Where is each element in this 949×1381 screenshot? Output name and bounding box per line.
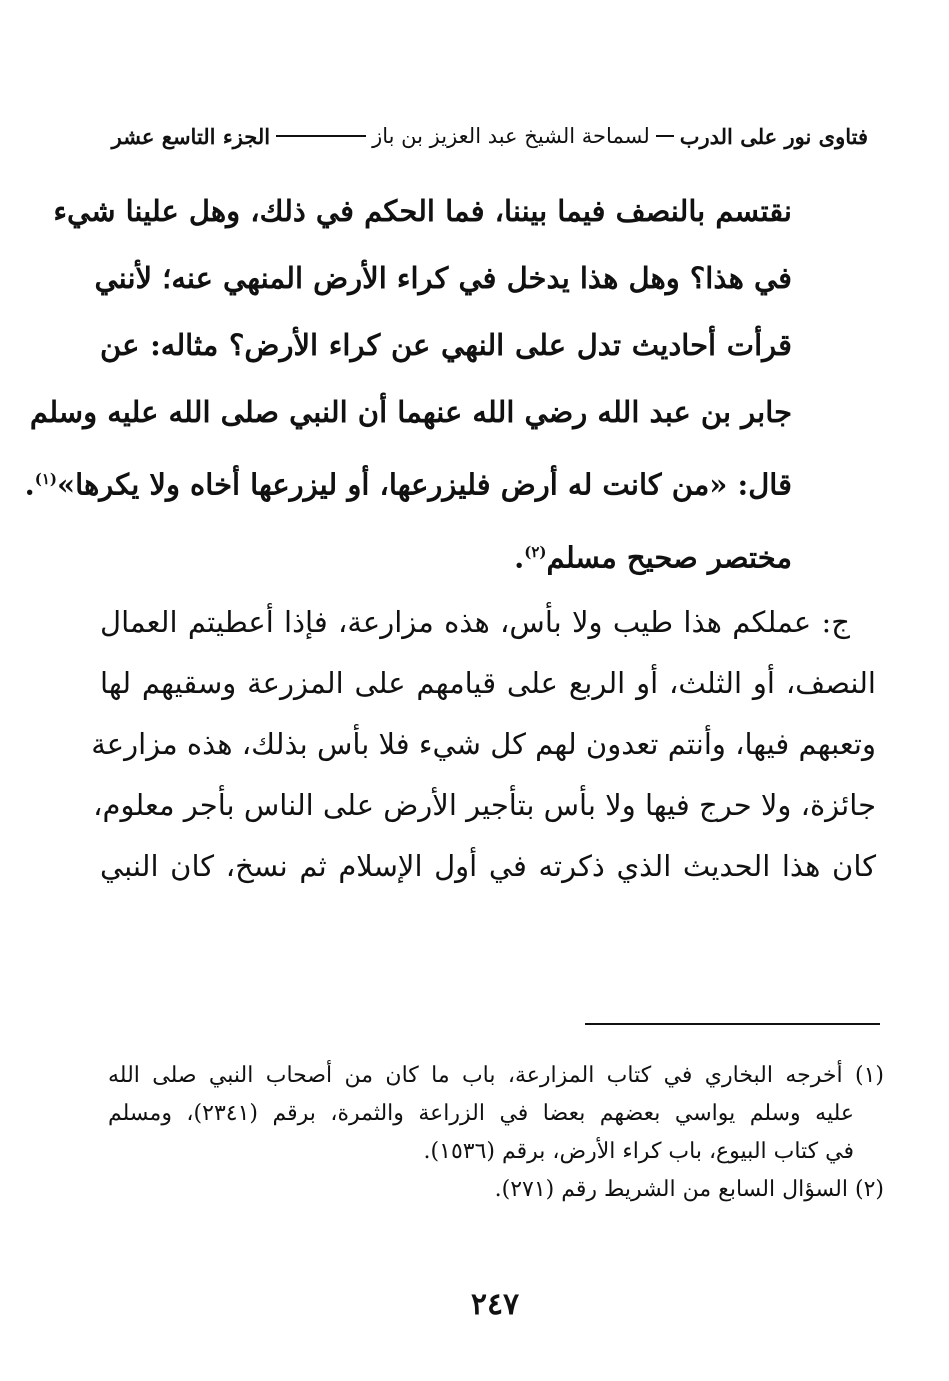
question-line-with-ref <box>24 446 792 519</box>
answer-line: النصف، أو الثلث، أو الربع على قيامهم على المزرعة وسقيهم لها <box>100 666 876 700</box>
question-line-with-ref <box>100 519 792 592</box>
question-line: في هذا؟ وهل هذا يدخل في كراء الأرض المنهي عنه؛ لأنني <box>94 261 792 295</box>
footnotes <box>108 1057 884 1209</box>
question-period: . <box>24 467 35 502</box>
question-text <box>24 178 792 591</box>
running-header <box>108 116 868 156</box>
question-line: قال: «من كانت له أرض فليزرعها، أو ليزرعها أخاه ولا يكرها» <box>56 467 792 502</box>
footnote-line: (١) أخرجه البخاري في كتاب المزارعة، باب ما كان من أصحاب النبي صلى الله <box>108 1063 884 1088</box>
footnote-separator <box>585 1023 880 1025</box>
question-line: مختصر صحيح مسلم <box>546 540 792 575</box>
header-dash <box>656 135 674 137</box>
page-number: ٢٤٧ <box>470 1287 520 1322</box>
footnote-line: في كتاب البيوع، باب كراء الأرض، برقم (١٥٣٦). <box>423 1139 854 1164</box>
answer-line: وتعبهم فيها، وأنتم تعدون لهم كل شيء فلا بأس بذلك، هذه مزارعة <box>91 727 876 761</box>
footnote-line: (٢) السؤال السابع من الشريط رقم (٢٧١). <box>494 1177 884 1202</box>
header-author: لسماحة الشيخ عبد العزيز بن باز <box>372 124 650 148</box>
header-book-title: فتاوى نور على الدرب <box>679 123 868 149</box>
question-line: نقتسم بالنصف فيما بيننا، فما الحكم في ذلك، وهل علينا شيء <box>53 194 792 228</box>
answer-line: جائزة، ولا حرج فيها ولا بأس بتأجير الأرض على الناس بأجر معلوم، <box>93 788 876 822</box>
question-line: قرأت أحاديث تدل على النهي عن كراء الأرض؟ مثاله: عن <box>100 328 792 362</box>
answer-line: كان هذا الحديث الذي ذكرته في أول الإسلام ثم نسخ، كان النبي <box>100 849 876 883</box>
answer-text <box>91 592 876 897</box>
header-dash-long <box>276 135 366 137</box>
footnote-line: عليه وسلم يواسي بعضهم بعضا في الزراعة والثمرة، برقم (٢٣٤١)، ومسلم <box>108 1101 855 1126</box>
answer-line: ج: عملكم هذا طيب ولا بأس، هذه مزارعة، فإذا أعطيتم العمال <box>100 605 850 639</box>
question-line: جابر بن عبد الله رضي الله عنهما أن النبي صلى الله عليه وسلم <box>29 395 792 429</box>
footnote-ref-2: (٢) <box>524 542 547 561</box>
question-period: . <box>514 540 525 575</box>
header-volume: الجزء التاسع عشر <box>111 123 271 149</box>
footnote-ref-1: (١) <box>34 470 57 488</box>
